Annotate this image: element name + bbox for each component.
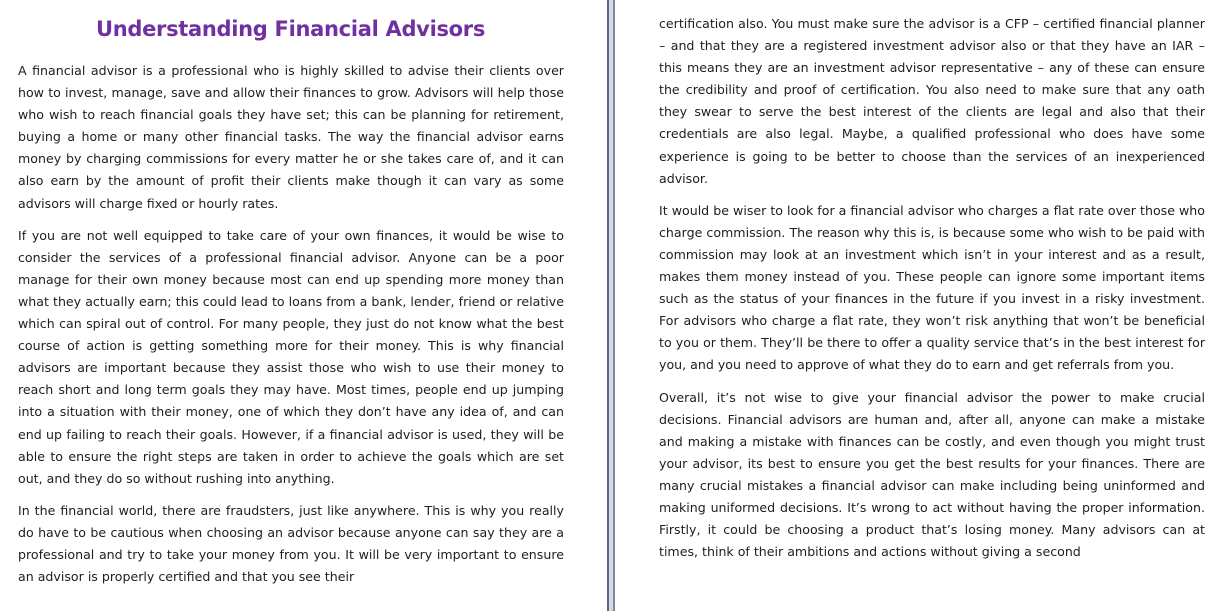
paragraph-fraudsters: In the financial world, there are fraudsters, just like anywhere. This is why you really do have to be cautious when choosing an advisor because anyone can say they are a professional and try to take your money from you. It will be very important to ensure an advisor is properly certified and that you see their	[18, 502, 564, 585]
right-page-body	[659, 13, 1205, 573]
left-page-body	[18, 60, 564, 598]
page-title: Understanding Financial Advisors	[95, 17, 486, 41]
page-divider	[607, 0, 615, 611]
paragraph-why-advisor: If you are not well equipped to take care of your own finances, it would be wise to consider the services of a professional financial advisor. Anyone can be a poor manage for their own money because most can end up spending more money than what they actually earn; this could lead to loans from a bank, lender, friend or relative which can spiral out of control. For many people, they just do not know what the best course of action is getting something more for their money. This is why financial advisors are important because they assist those who wish to use their money to reach short and long term goals they may have. Most times, people end up jumping into a situation with their money, one of which they don’t have any idea of, and can end up failing to reach their goals. However, if a financial advisor is used, they will be able to ensure the right steps are taken in order to achieve the goals which are set out, and they do so without rushing into anything.	[18, 227, 564, 486]
left-page	[0, 0, 607, 611]
paragraph-certification: certification also. You must make sure the advisor is a CFP – certified financial planner – and that they are a registered investment advisor also or that they have an IAR – this means they are an investment advisor representative – any of these can ensure the credibility and proof of certification. You also need to make sure that any oath they swear to serve the best interest of the clients are legal and also that their credentials are also legal. Maybe, a qualified professional who does have some experience is going to be better to choose than the services of an inexperienced advisor.	[659, 16, 1205, 186]
right-page	[615, 0, 1221, 611]
paragraph-crucial-decisions: Overall, it’s not wise to give your financial advisor the power to make crucial decisions. Financial advisors are human and, after all, anyone can make a mistake and making a mistake with finances can be costly, and even though you might trust your advisor, its best to ensure you get the best results for your finances. There are many crucial mistakes a financial advisor can make including being uninformed and making uniformed decisions. It’s wrong to act without having the proper information. Firstly, it could be choosing a product that’s losing money. Many advisors can at times, think of their ambitions and actions without giving a second	[659, 389, 1205, 560]
paragraph-intro: A financial advisor is a professional who is highly skilled to advise their clients over how to invest, manage, save and allow their finances to grow. Advisors will help those who wish to reach financial goals they have set; this can be planning for retirement, buying a home or many other financial tasks. The way the financial advisor earns money by charging commissions for every matter he or she takes care of, and it can also earn by the amount of profit their clients make though it can vary as some advisors will charge fixed or hourly rates.	[18, 63, 564, 211]
paragraph-flat-rate: It would be wiser to look for a financial advisor who charges a flat rate over those who charge commission. The reason why this is, is because some who wish to be paid with commission may look at an investment which isn’t in your interest and as a result, makes them money instead of you. These people can ignore some important items such as the status of your finances in the future if you invest in a risky investment. For advisors who charge a flat rate, they won’t risk anything that won’t be beneficial to you or them. They’ll be there to offer a quality service that’s in the best interest for you, and you need to approve of what they do to earn and get referrals from you.	[659, 202, 1205, 373]
